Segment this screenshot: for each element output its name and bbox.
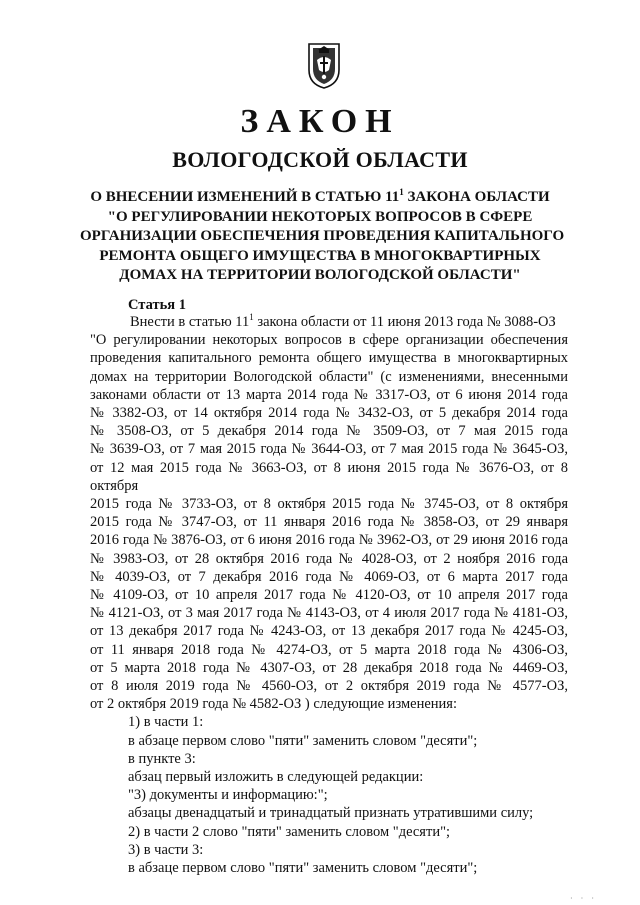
heading-line: ОРГАНИЗАЦИИ ОБЕСПЕЧЕНИЯ ПРОВЕДЕНИЯ КАПИТАЛЬНОГО — [80, 228, 565, 244]
amendment-item: 1) в части 1: — [128, 714, 204, 731]
body-line: 2015 года № 3733-ОЗ, от 8 октября 2015 года № 3745-ОЗ, от 8 октября — [90, 496, 568, 513]
amendment-item: 3) в части 3: — [128, 841, 204, 858]
body-line: № 3639-ОЗ, от 7 мая 2015 года № 3644-ОЗ, от 7 мая 2015 года № 3645-ОЗ, — [90, 441, 568, 458]
heading-text: О ВНЕСЕНИИ ИЗМЕНЕНИЙ В СТАТЬЮ 11 — [90, 189, 400, 205]
law-title: ЗАКОН — [240, 103, 400, 140]
body-line: домах на территории Вологодской области" (с изменениями, внесенными — [90, 368, 568, 385]
body-line: от 13 декабря 2017 года № 4243-ОЗ, от 13 декабря 2017 года № 4245-ОЗ, — [90, 623, 568, 640]
heading-line: ДОМАХ НА ТЕРРИТОРИИ ВОЛОГОДСКОЙ ОБЛАСТИ" — [119, 267, 521, 283]
body-line: законами области от 13 марта 2014 года № 3317-ОЗ, от 6 июня 2014 года — [90, 386, 568, 403]
body-line: 2016 года № 3876-ОЗ, от 6 июня 2016 года № 3962-ОЗ, от 29 июня 2016 года — [90, 532, 568, 549]
heading-line: "О РЕГУЛИРОВАНИИ НЕКОТОРЫХ ВОПРОСОВ В СФЕРЕ — [107, 208, 533, 225]
coat-of-arms-icon — [307, 40, 341, 90]
intro-text: закона области от 11 июня 2013 года № 3088-ОЗ — [253, 314, 556, 330]
body-line: № 3508-ОЗ, от 5 декабря 2014 года № 3509-ОЗ, от 7 мая 2015 года — [90, 423, 568, 440]
body-line: "О регулировании некоторых вопросов в сфере организации обеспечения — [90, 332, 568, 349]
body-line: от 2 октября 2019 года № 4582-ОЗ ) следующие изменения: — [90, 696, 457, 713]
law-subject-heading — [80, 187, 565, 286]
article-body — [90, 313, 568, 877]
heading-line: РЕМОНТА ОБЩЕГО ИМУЩЕСТВА В МНОГОКВАРТИРНЫХ — [99, 247, 541, 264]
body-line: № 4039-ОЗ, от 7 декабря 2016 года № 4069-ОЗ, от 6 марта 2017 года — [90, 568, 568, 585]
body-line: от 5 марта 2018 года № 4307-ОЗ, от 28 декабря 2018 года № 4469-ОЗ, — [90, 659, 568, 676]
heading-superscript: 1 — [399, 187, 404, 197]
heading-text: ЗАКОНА ОБЛАСТИ — [403, 189, 550, 205]
body-line: проведения капитального ремонта общего имущества в многоквартирных — [90, 350, 568, 367]
amendment-item: в пункте 3: — [128, 750, 196, 767]
amendment-item: "3) документы и информацию:"; — [128, 787, 328, 804]
body-line: 2015 года № 3747-ОЗ, от 11 января 2016 года № 3858-ОЗ, от 29 января — [90, 514, 568, 531]
body-line: № 4121-ОЗ, от 3 мая 2017 года № 4143-ОЗ, от 4 июля 2017 года № 4181-ОЗ, — [90, 605, 568, 622]
intro-superscript: 1 — [249, 312, 254, 323]
article-title: Статья 1 — [128, 297, 186, 313]
body-line: № 4109-ОЗ, от 10 апреля 2017 года № 4120-ОЗ, от 10 апреля 2017 года — [90, 587, 568, 604]
body-line: № 3983-ОЗ, от 28 октября 2016 года № 4028-ОЗ, от 2 ноября 2016 года — [90, 550, 568, 567]
scan-speck: · · · — [570, 894, 597, 903]
body-line: от 11 января 2018 года № 4274-ОЗ, от 5 марта 2018 года № 4306-ОЗ, — [90, 641, 568, 658]
heading-line — [80, 188, 560, 208]
body-line: от 12 мая 2015 года № 3663-ОЗ, от 8 июня 2015 года № 3676-ОЗ, от 8 октября — [90, 459, 568, 494]
body-line: от 8 июля 2019 года № 4560-ОЗ, от 2 октября 2019 года № 4577-ОЗ, — [90, 678, 568, 695]
amendment-item: в абзаце первом слово "пяти" заменить словом "десяти"; — [128, 860, 478, 877]
intro-text: Внести в статью 11 — [130, 314, 250, 330]
amendment-item: 2) в части 2 слово "пяти" заменить словом "десяти"; — [128, 823, 451, 840]
article-intro — [90, 313, 568, 331]
amendment-item: в абзаце первом слово "пяти" заменить словом "десяти"; — [128, 732, 478, 749]
amendment-item: абзац первый изложить в следующей редакции: — [128, 769, 424, 786]
law-region: ВОЛОГОДСКОЙ ОБЛАСТИ — [172, 147, 468, 172]
amendment-item: абзацы двенадцатый и тринадцатый признать утратившими силу; — [128, 805, 534, 822]
body-line: № 3382-ОЗ, от 14 октября 2014 года № 3432-ОЗ, от 5 декабря 2014 года — [90, 405, 568, 422]
